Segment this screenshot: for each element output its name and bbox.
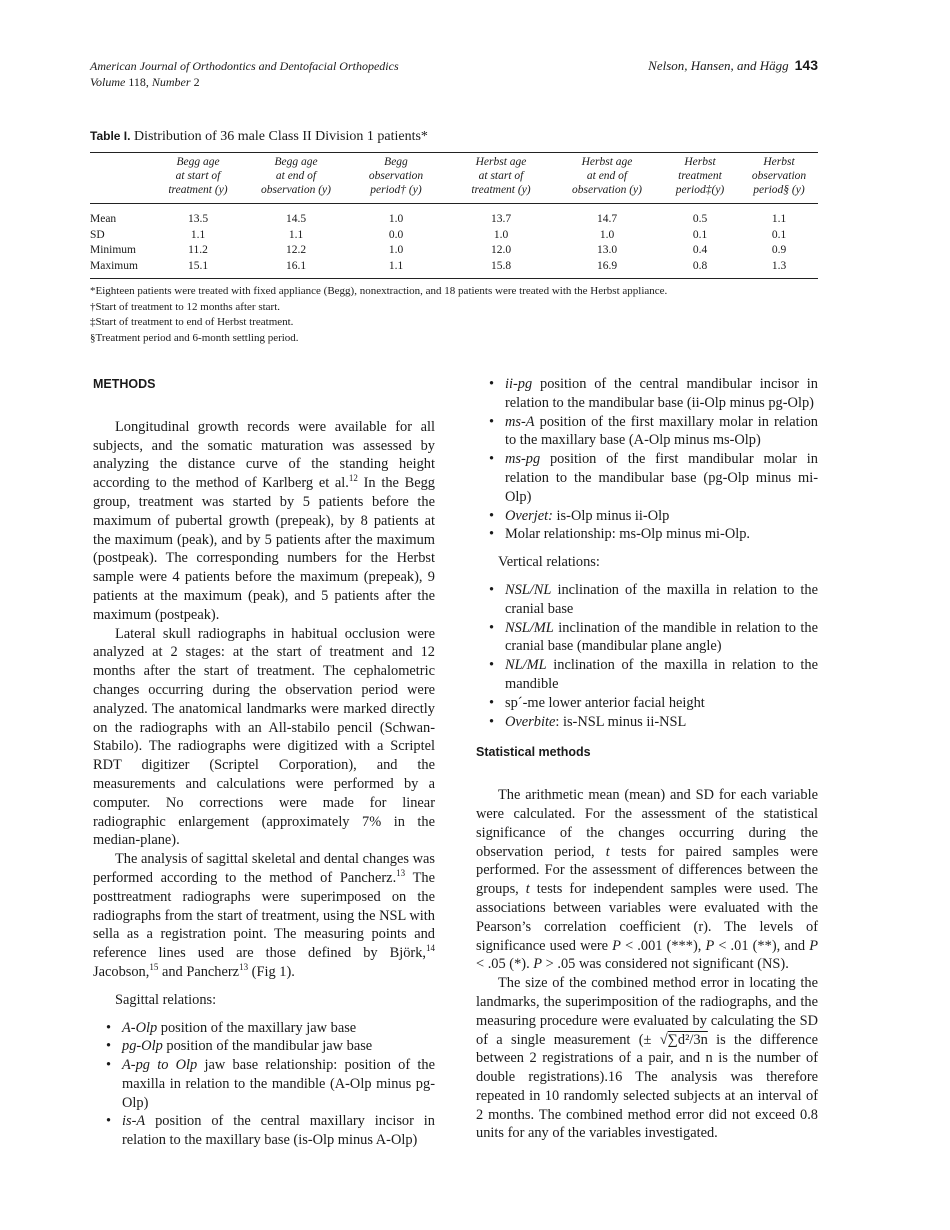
- citation: 14: [426, 943, 435, 954]
- radical-sign: √: [659, 1031, 668, 1048]
- footnote: §Treatment period and 6-month settling period.: [90, 332, 299, 345]
- statistical-paragraph-1: The arithmetic mean (mean) and SD for each variable were calculated. For the assessment of the statistical significance of the changes occurring during the observation period, t tests for paired samples were performed. For the assessment of differences between the groups, t tests for independent samples were used. The associations between variables were evaluated with the Pearson’s correlation coefficient (r). The levels of significance used were P < .001 (***), P < .01 (**), and P < .05 (*). P > .05 was considered not significant (NS).: [476, 787, 818, 973]
- table-cell: 0.8: [660, 259, 740, 279]
- table-cell: 1.1: [771, 213, 787, 225]
- table-cell: 1.0: [388, 244, 404, 256]
- table-cell: 0.1: [692, 228, 708, 241]
- citation: 12: [348, 473, 358, 484]
- right-column: [476, 375, 818, 1143]
- methods-paragraph-1: Longitudinal growth records were available for all subjects, and the somatic maturation was assessed by analyzing the distance curve of the standing height according to the method of Karlberg et al.$^{12}$ In the Begg group, treatment was started by 5 patients before the maximum of pubertal growth (prepeak), by 8 patients at the maximum (peak), and by 5 patients after the maximum (postpeak). The corresponding numbers for the Herbst sample were 4 patients before the maximum (prepeak), 9 patients at the maximum (peak), and 5 patients after the maximum (postpeak).: [93, 418, 435, 623]
- table-cell: 0.0: [388, 228, 404, 241]
- table-cell: 13.5: [187, 213, 209, 225]
- table-cell: 11.2: [188, 244, 208, 256]
- table-cell: 1.0: [493, 228, 509, 241]
- list-item: • A-pg to Olp jaw base relationship: position of the maxilla in relation to the mandible (A-Olp minus pg-Olp): [93, 1056, 435, 1112]
- footnote: ‡Start of treatment to end of Herbst treatment.: [90, 316, 294, 329]
- volume-line: Volume 118, Number 2: [90, 75, 200, 89]
- sagittal-label: Sagittal relations:: [115, 991, 217, 1008]
- list-item: • NSL/ML inclination of the mandible in relation to the cranial base (mandibular plane angle): [476, 619, 818, 657]
- table-cell: 15.8: [448, 259, 554, 279]
- table-row: [90, 204, 818, 228]
- table-cell: 13.0: [596, 244, 618, 256]
- table-header-cell: Begg age at start of treatment (y): [148, 153, 248, 204]
- table-cell: 16.1: [248, 259, 344, 279]
- table-cell: 1.1: [288, 228, 304, 241]
- table-caption: [90, 129, 428, 145]
- table-row: [90, 228, 818, 244]
- table-cell: 14.5: [285, 213, 307, 225]
- row-label: Minimum: [90, 244, 137, 256]
- table-header-stub: [90, 153, 148, 204]
- table-cell: 1.0: [599, 228, 615, 241]
- running-header-authors: [648, 57, 818, 74]
- list-item: • A-Olp position of the maxillary jaw base: [93, 1019, 435, 1038]
- table-row: [90, 259, 818, 279]
- list-item: • Molar relationship: ms-Olp minus mi-Olp.: [476, 525, 818, 544]
- table-header-row: [90, 153, 818, 204]
- journal-title: American Journal of Orthodontics and Dentofacial Orthopedics: [90, 59, 399, 73]
- list-item: • ms-pg position of the first mandibular molar in relation to the mandibular base (pg-Olp minus mi-Olp): [476, 450, 818, 506]
- methods-paragraph-2: Lateral skull radiographs in habitual occlusion were analyzed at 2 stages: at the start of treatment and 12 months after the start of treatment. The cephalometric changes occurring during the observation period were analyzed. The anatomical landmarks were marked directly on the radiographs with an All-stabilo pencil (Schwan-Stabilo). The radiographs were digitized with a Scriptel RDT digitizer (Scriptel Corporation), and the measurements and calculations were performed by a computer. No corrections were made for linear radiographic enlargement (approximately 7% in the median-plane).: [93, 625, 435, 849]
- table-header-cell: Herbst observation period§ (y): [740, 153, 818, 204]
- table-cell: 1.0: [388, 213, 404, 225]
- table-header-cell: Herbst age at start of treatment (y): [448, 153, 554, 204]
- vertical-list: [476, 581, 818, 731]
- methods-heading: METHODS: [93, 377, 156, 391]
- citation: 13: [396, 867, 406, 878]
- footnote: *Eighteen patients were treated with fixed appliance (Begg), nonextraction, and 18 patients were treated with the Herbst appliance.: [90, 285, 668, 297]
- table-label: Table I.: [90, 129, 131, 143]
- table-cell: 13.7: [490, 213, 512, 225]
- list-item: • Overbite: is-NSL minus ii-NSL: [476, 713, 818, 732]
- vertical-label: Vertical relations:: [498, 554, 600, 571]
- table-cell: 1.1: [190, 228, 206, 241]
- list-item: • is-A position of the central maxillary incisor in relation to the maxillary base (is-Olp minus A-Olp): [93, 1112, 435, 1150]
- page-number: 143: [794, 57, 818, 73]
- citation: 13: [239, 961, 249, 972]
- list-item: • sp´-me lower anterior facial height: [476, 694, 818, 713]
- table-cell: 0.1: [771, 228, 787, 241]
- table-header-cell: Begg age at end of observation (y): [248, 153, 344, 204]
- sagittal-list: [93, 1019, 435, 1151]
- table-footnotes: [90, 284, 667, 347]
- table-cell: 0.4: [692, 244, 708, 256]
- list-item: • pg-Olp position of the mandibular jaw base: [93, 1037, 435, 1056]
- error-formula: ∑d²/3n: [667, 1031, 708, 1048]
- data-table: [90, 152, 818, 279]
- table-cell: 12.0: [490, 244, 512, 256]
- authors: Nelson, Hansen, and Hägg: [648, 58, 789, 73]
- running-header-journal: [90, 58, 399, 90]
- table-cell: 1.3: [740, 259, 818, 279]
- methods-paragraph-3: The analysis of sagittal skeletal and dental changes was performed according to the method of Pancherz.$^{13}$ The posttreatment radiographs were superimposed on the radiographs from the start of treatment, using the NSL with sella as a registration point. The measuring points and reference lines used are those defined by Björk,$^{14}$ Jacobson,$^{15}$ and Pancherz$^{13}$ (Fig 1).: [93, 851, 435, 980]
- list-item: • Overjet: is-Olp minus ii-Olp: [476, 507, 818, 526]
- row-label: Mean: [90, 213, 117, 225]
- table-cell: 1.1: [344, 259, 448, 279]
- table-title: Distribution of 36 male Class II Division 1 patients*: [133, 129, 428, 144]
- table-cell: 0.9: [771, 244, 787, 256]
- list-item: • ms-A position of the first maxillary molar in relation to the maxillary base (A-Olp minus ms-Olp): [476, 413, 818, 451]
- statistical-heading: Statistical methods: [476, 745, 591, 760]
- table-cell: 0.5: [692, 213, 708, 225]
- table-cell: 15.1: [148, 259, 248, 279]
- table-cell: 14.7: [596, 213, 618, 225]
- list-item: • ii-pg position of the central mandibular incisor in relation to the mandibular base (ii-Olp minus pg-Olp): [476, 375, 818, 413]
- citation: 15: [149, 961, 159, 972]
- list-item: • NSL/NL inclination of the maxilla in relation to the cranial base: [476, 581, 818, 619]
- row-label: Maximum: [90, 259, 148, 279]
- table-header-cell: Begg observation period† (y): [344, 153, 448, 204]
- footnote: †Start of treatment to 12 months after start.: [90, 300, 281, 313]
- table-cell: 12.2: [285, 244, 307, 256]
- sagittal-list-continued: [476, 375, 818, 544]
- statistical-paragraph-2: The size of the combined method error in locating the landmarks, the superimposition of the radiographs, and the measuring procedure were evaluated by calculating the SD of a single measurement (± √∑d²/3n is the difference between 2 registrations of a pair, and n is the number of double registrations).16 The analysis was therefore repeated in 10 randomly selected subjects at an interval of 2 months. The combined method error did not exceed 0.8 units for any of the variables investigated.: [476, 975, 818, 1142]
- table-cell: 16.9: [554, 259, 660, 279]
- row-label: SD: [90, 228, 105, 241]
- table-header-cell: Herbst age at end of observation (y): [554, 153, 660, 204]
- table-header-cell: Herbst treatment period‡(y): [660, 153, 740, 204]
- list-item: • NL/ML inclination of the maxilla in relation to the mandible: [476, 656, 818, 694]
- table-row: [90, 243, 818, 259]
- left-column: [93, 375, 435, 1150]
